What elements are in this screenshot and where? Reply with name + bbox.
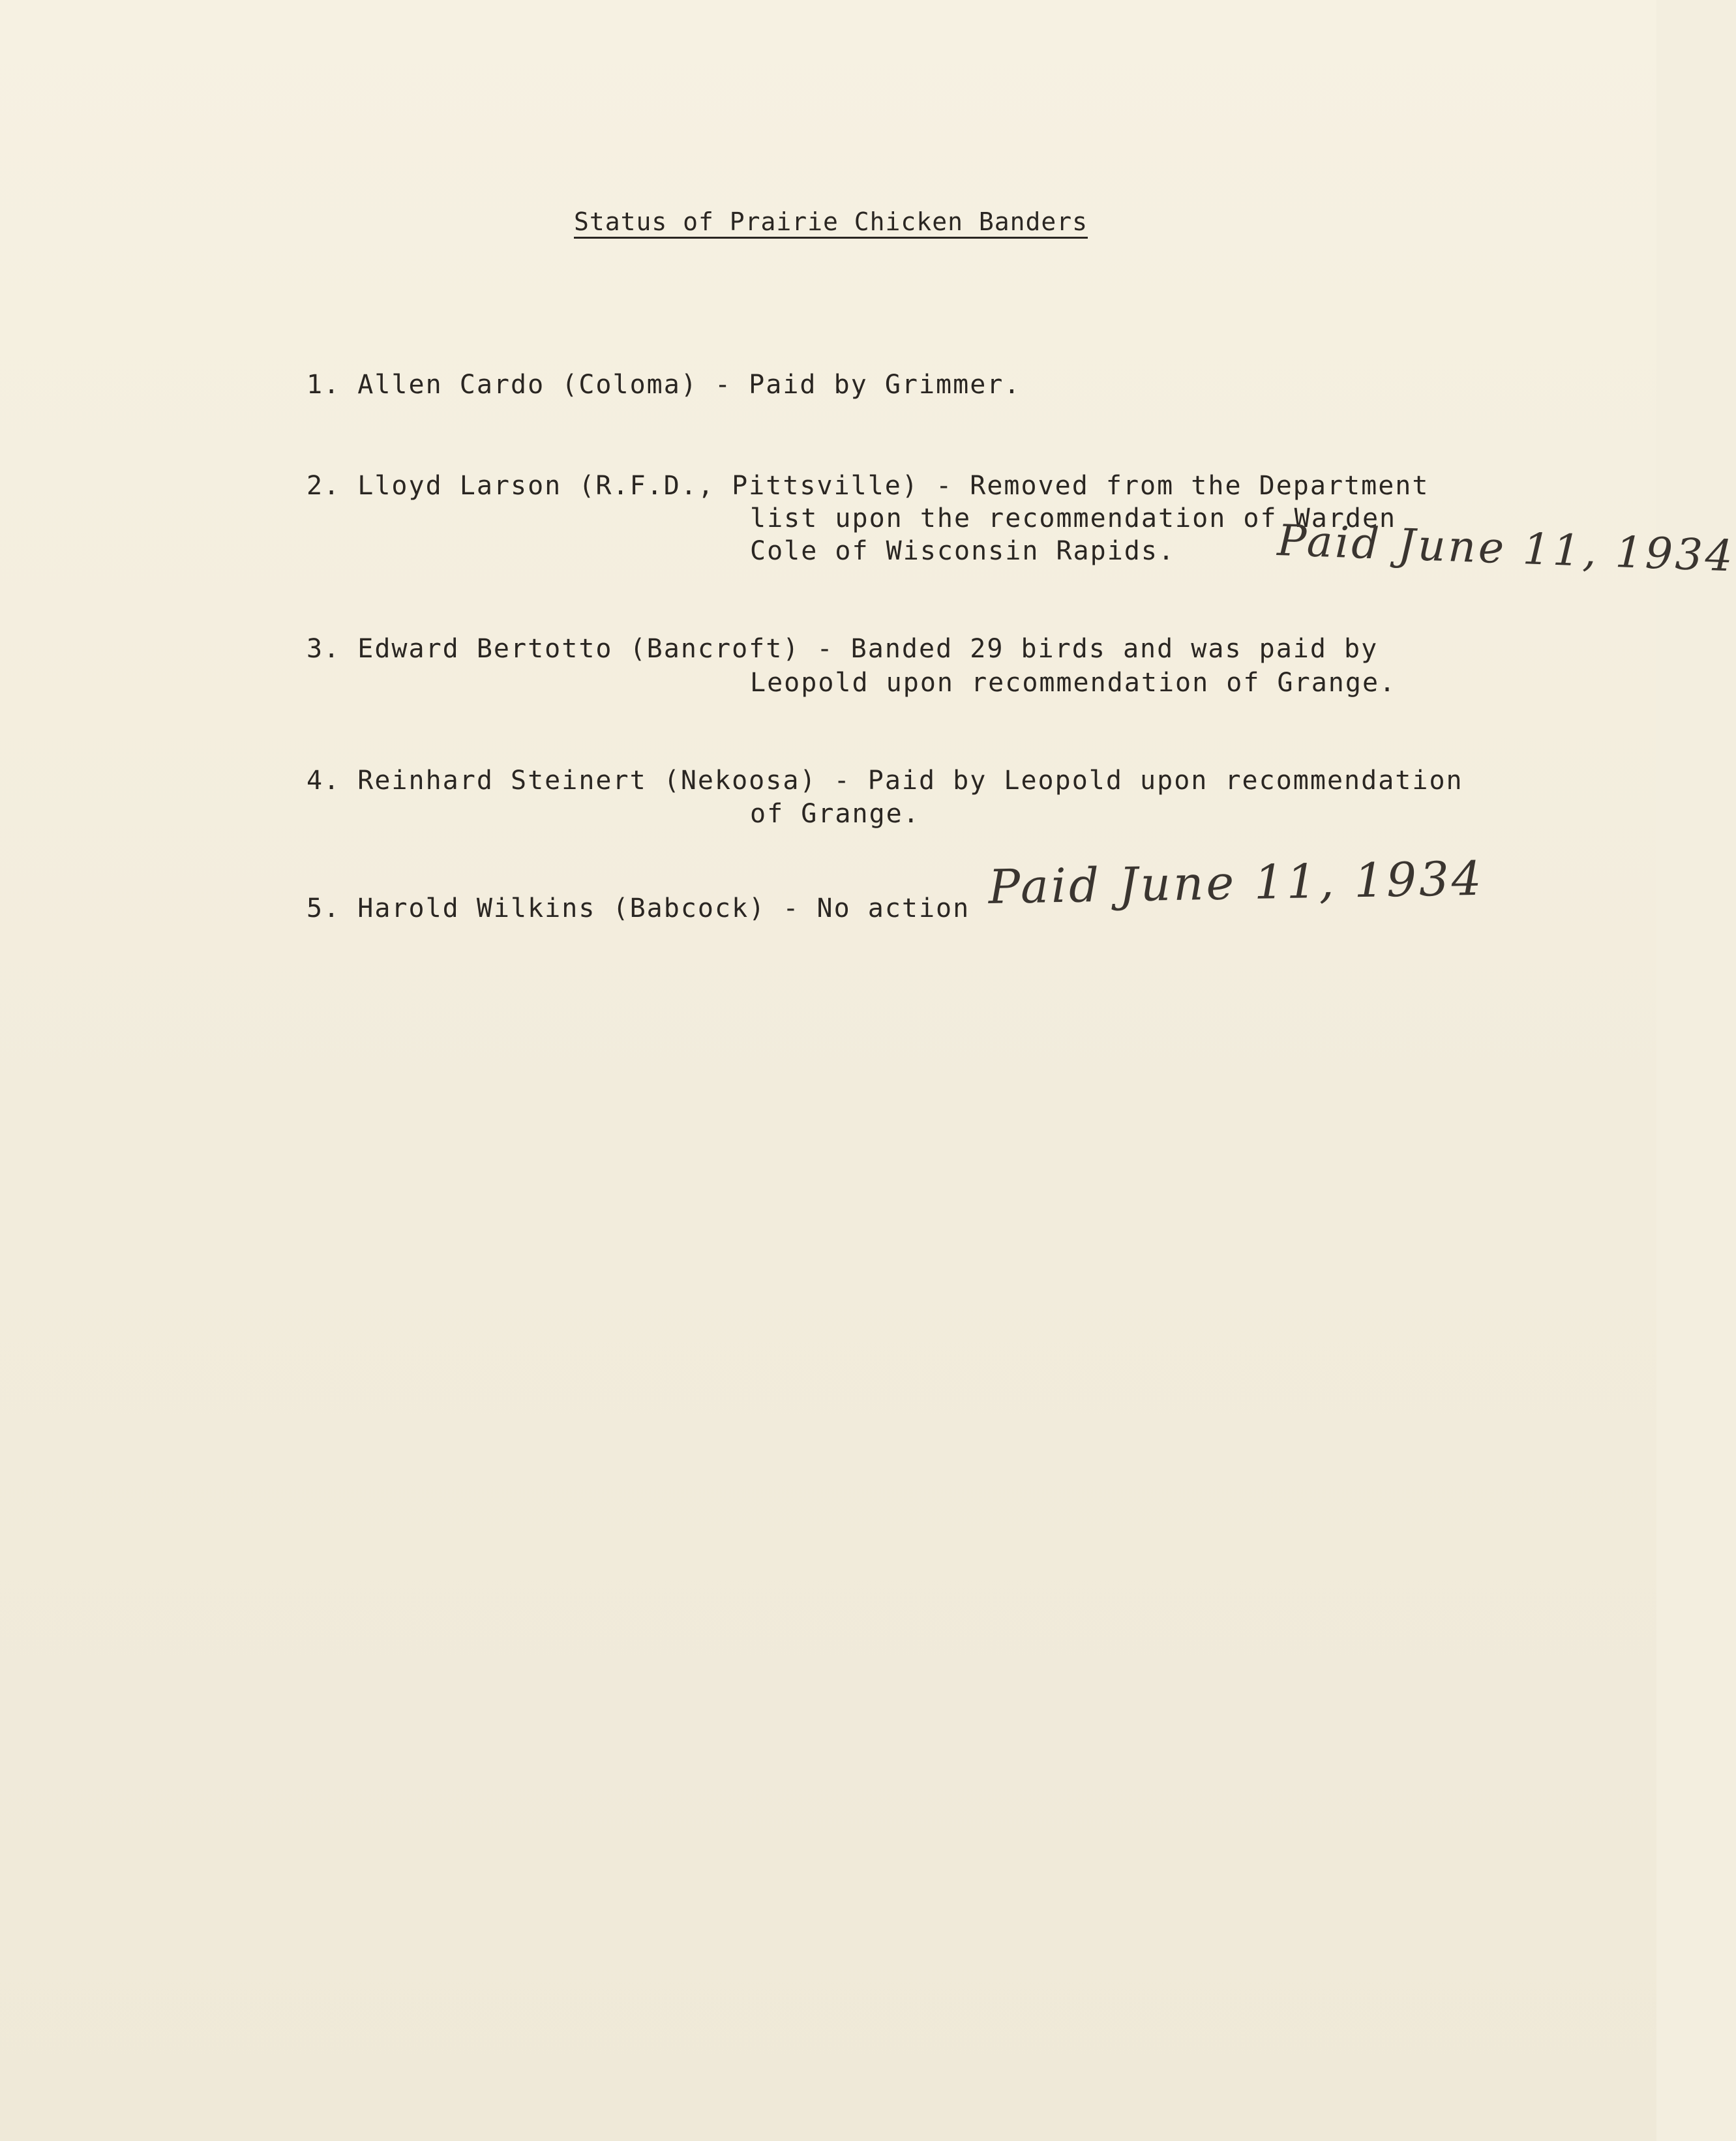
item-number: 2. bbox=[307, 471, 341, 501]
list-item bbox=[307, 893, 970, 923]
separator: - bbox=[766, 893, 817, 923]
status-text: No action bbox=[816, 893, 970, 923]
handwritten-paid-note: Paid June 11, 1934 bbox=[1276, 515, 1736, 582]
document-title: Status of Prairie Chicken Banders bbox=[574, 207, 1088, 236]
status-continuation: Leopold upon recommendation of Grange. bbox=[750, 668, 1397, 698]
status-text: Paid by Grimmer. bbox=[749, 370, 1021, 400]
list-item bbox=[307, 471, 1429, 501]
list-item bbox=[307, 634, 1378, 664]
bander-name: Lloyd Larson (R.F.D., Pittsville) bbox=[357, 471, 919, 501]
list-item bbox=[307, 370, 1021, 400]
item-number: 5. bbox=[307, 893, 341, 923]
handwritten-paid-note: Paid June 11, 1934 bbox=[988, 850, 1485, 914]
separator: - bbox=[697, 370, 749, 400]
status-text: Removed from the Department bbox=[970, 471, 1429, 501]
item-number: 3. bbox=[307, 634, 341, 664]
item-number: 1. bbox=[307, 370, 341, 400]
status-continuation: list upon the recommendation of Warden bbox=[750, 503, 1397, 533]
bander-name: Harold Wilkins (Babcock) bbox=[357, 893, 766, 923]
bander-name: Edward Bertotto (Bancroft) bbox=[357, 634, 800, 664]
list-item bbox=[307, 766, 1463, 796]
status-continuation: of Grange. bbox=[750, 799, 920, 829]
item-number: 4. bbox=[307, 766, 341, 796]
bander-name: Allen Cardo (Coloma) bbox=[357, 370, 698, 400]
status-continuation: Cole of Wisconsin Rapids. bbox=[750, 536, 1176, 566]
bander-name: Reinhard Steinert (Nekoosa) bbox=[357, 766, 817, 796]
separator: - bbox=[816, 766, 868, 796]
separator: - bbox=[800, 634, 851, 664]
separator: - bbox=[918, 471, 970, 501]
status-text: Paid by Leopold upon recommendation bbox=[867, 766, 1463, 796]
status-text: Banded 29 birds and was paid by bbox=[850, 634, 1379, 664]
